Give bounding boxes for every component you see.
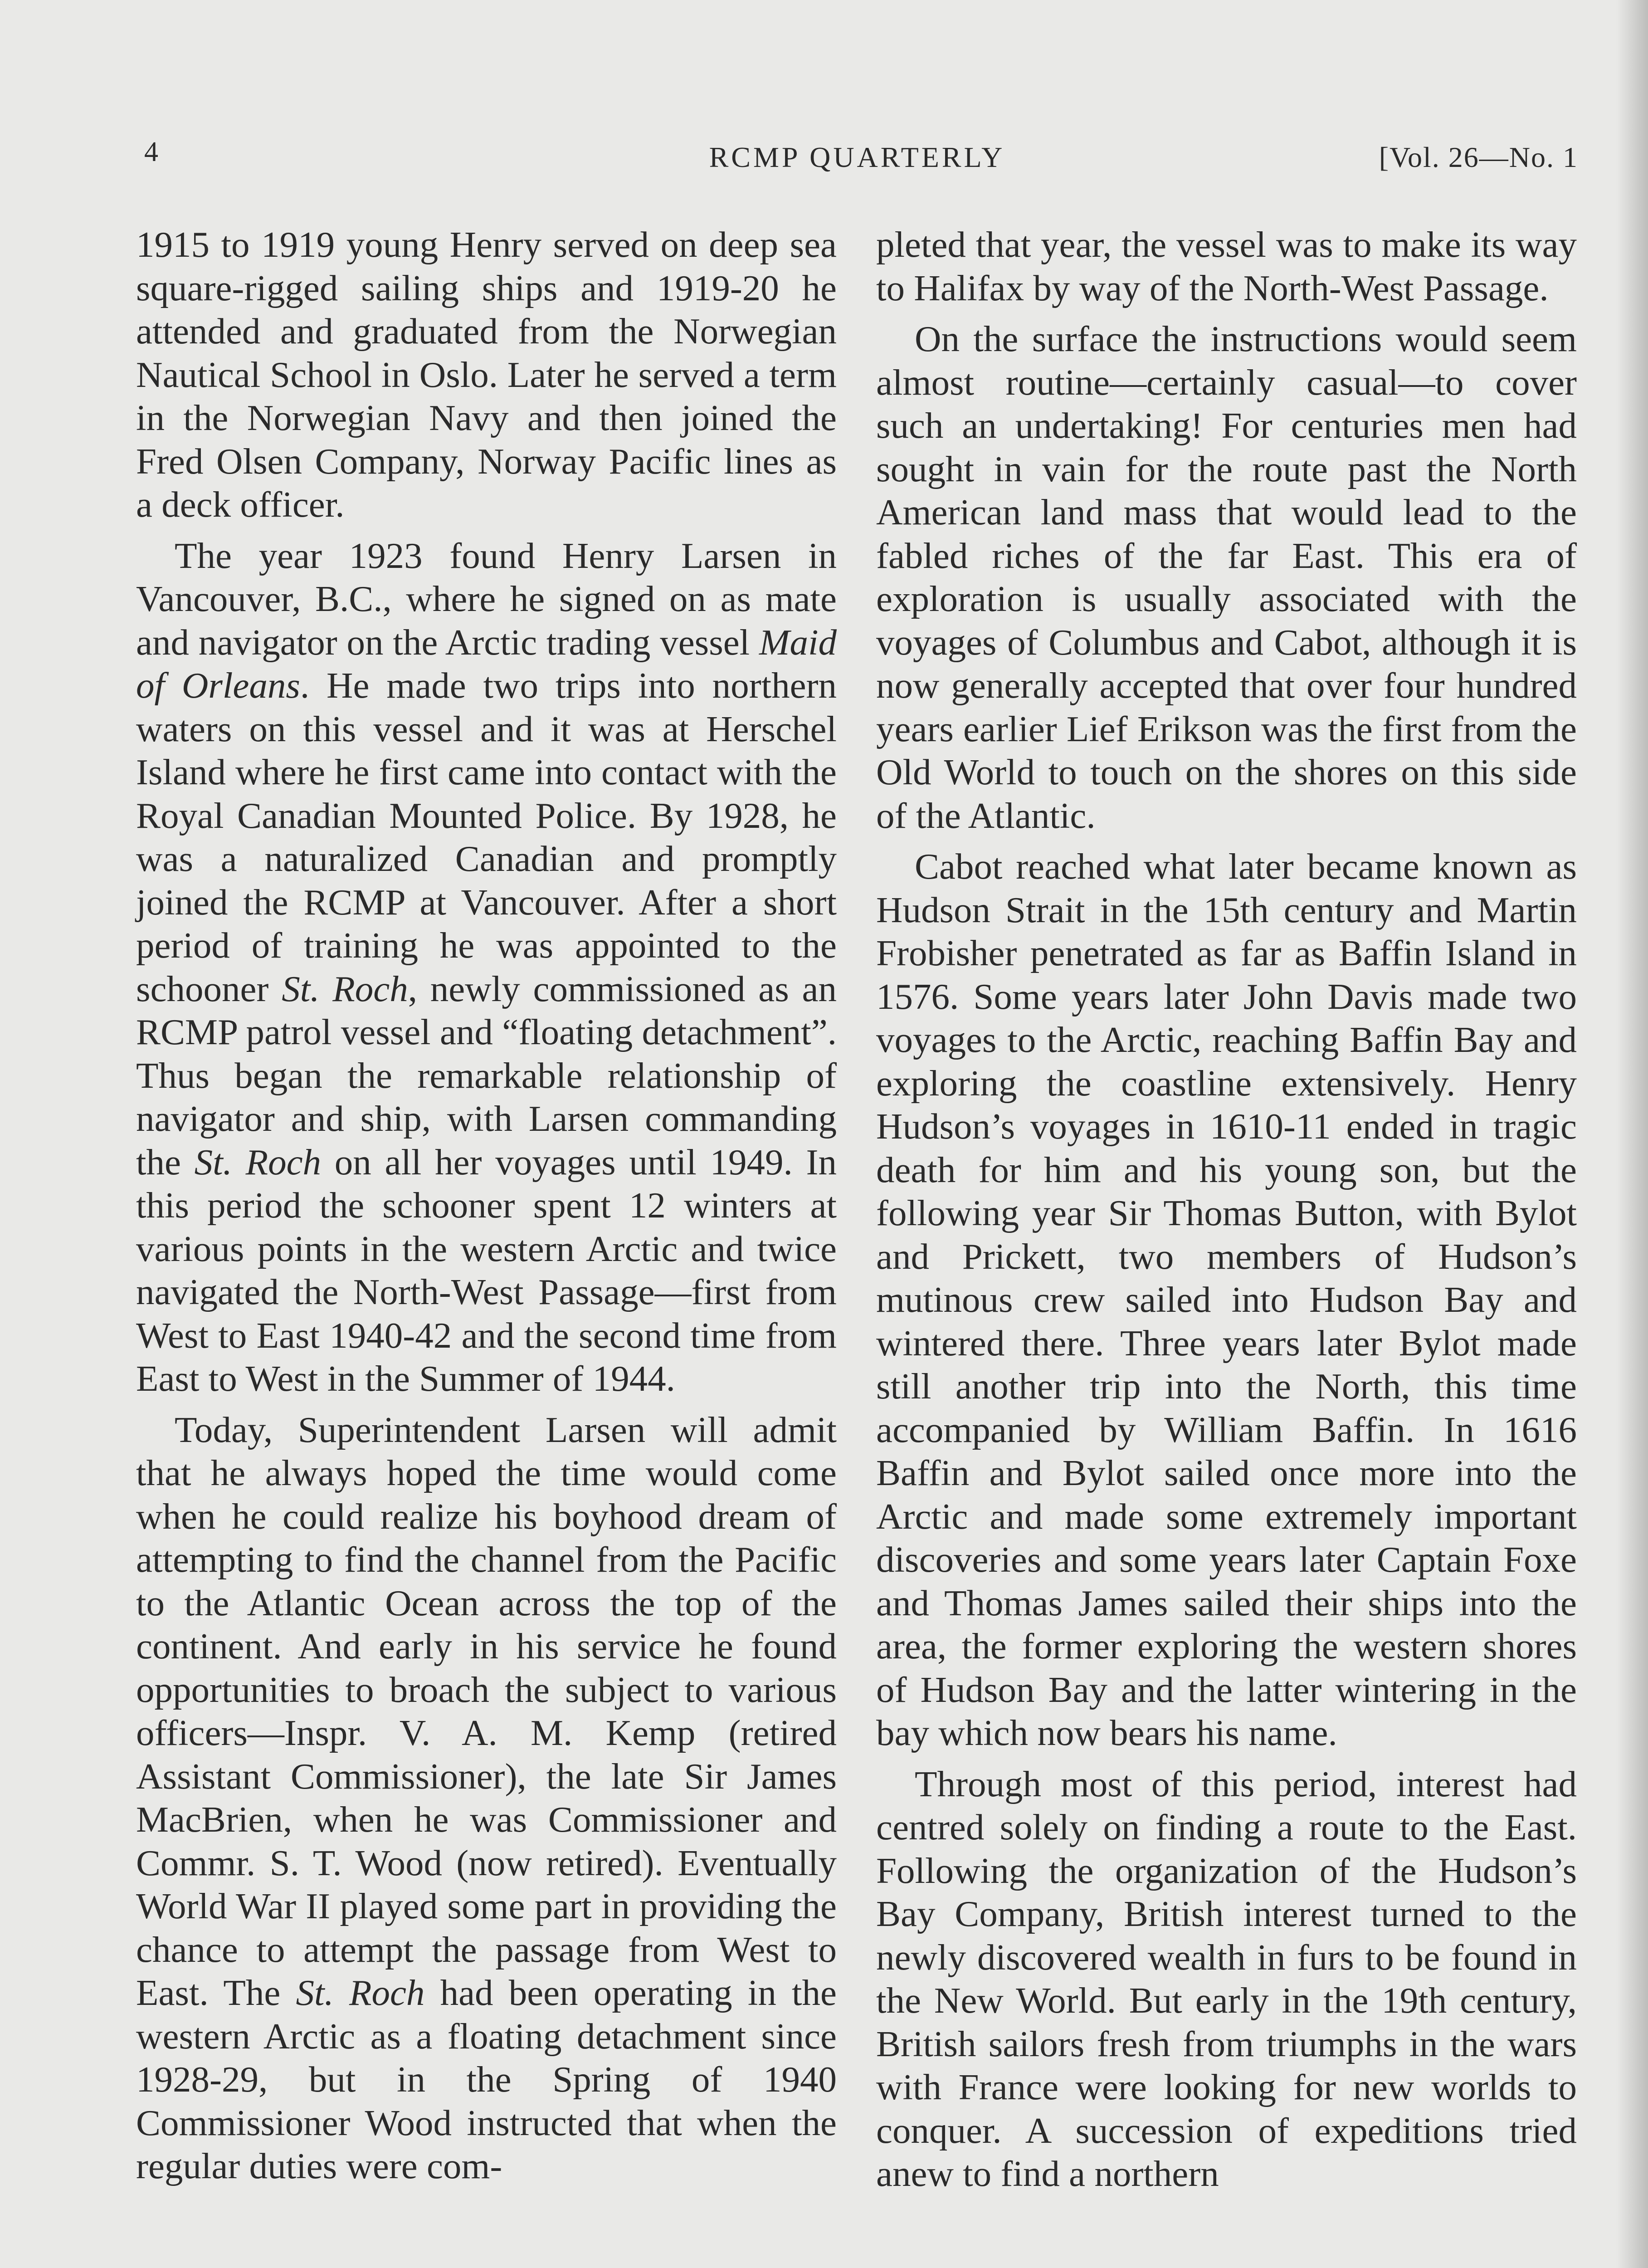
- left-column: [136, 223, 837, 2188]
- paragraph: Today, Superintendent Larsen will admit that he always hoped the time would come when he could realize his boyhood dream of attempting to find the channel from the Pacific to the Atlantic Ocean across the top of the continent. And early in his service he found opportunities to broach the subject to various officers—Inspr. V. A. M. Kemp (retired Assistant Commissioner), the late Sir James MacBrien, when he was Commissioner and Commr. S. T. Wood (now retired). Eventually World War II played some part in providing the chance to attempt the passage from West to East. The St. Roch had been operating in the western Arctic as a floating detachment since 1928-29, but in the Spring of 1940 Commissioner Wood instructed that when the regular duties were com-: [136, 1409, 837, 2186]
- paragraph: On the surface the instructions would seem almost routine—certainly casual—to cover such an undertaking! For centuries men had sought in vain for the route past the North American land mass that would lead to the fabled riches of the far East. This era of exploration is usually associated with the voyages of Columbus and Cabot, although it is now generally accepted that over four hundred years earlier Lief Erikson was the first from the Old World to touch on the shores on this side of the Atlantic.: [876, 318, 1577, 836]
- paragraph: pleted that year, the vessel was to make its way to Halifax by way of the North-West Passage.: [876, 224, 1577, 308]
- paragraph: Cabot reached what later became known as Hudson Strait in the 15th century and Martin Frobisher penetrated as far as Baffin Island in 1576. Some years later John Davis made two voyages to the Arctic, reaching Baffin Bay and exploring the coastline extensively. Henry Hudson’s voyages in 1610-11 ended in tragic death for him and his young son, but the following year Sir Thomas Button, with Bylot and Prickett, two members of Hudson’s mutinous crew sailed into Hudson Bay and wintered there. Three years later Bylot made still another trip into the North, this time accompanied by William Baffin. In 1616 Baffin and Bylot sailed once more into the Arctic and made some extremely important discoveries and some years later Captain Foxe and Thomas James sailed their ships into the area, the former exploring the western shores of Hudson Bay and the latter wintering in the bay which now bears his name.: [876, 846, 1577, 1753]
- right-column: [876, 223, 1577, 2196]
- ship-name: St. Roch: [194, 1141, 322, 1183]
- paragraph: The year 1923 found Henry Larsen in Vancouver, B.C., where he signed on as mate and navigator on the Arctic trading vessel Maid of Orleans. He made two trips into northern waters on this vessel and it was at Herschel Island where he first came into contact with the Royal Canadian Mounted Police. By 1928, he was a naturalized Canadian and promptly joined the RCMP at Vancouver. After a short period of training he was appointed to the schooner St. Roch, newly commissioned as an RCMP patrol vessel and “floating detachment”. Thus began the remarkable relationship of navigator and ship, with Larsen commanding the St. Roch on all her voyages until 1949. In this period the schooner spent 12 winters at various points in the western Arctic and twice navigated the North-West Passage—first from West to East 1940-42 and the second time from East to West in the Summer of 1944.: [136, 535, 837, 1399]
- running-header: [136, 136, 1578, 181]
- ship-name: St. Roch: [282, 968, 408, 1009]
- paragraph: 1915 to 1919 young Henry served on deep sea square-rigged sailing ships and 1919-20 he attended and graduated from the Norwegian Nautical School in Oslo. Later he served a term in the Norwegian Navy and then joined the Fred Olsen Company, Norway Pacific lines as a deck officer.: [136, 224, 837, 525]
- journal-title: RCMP QUARTERLY: [709, 141, 1005, 173]
- paragraph: Through most of this period, interest had centred solely on finding a route to the East. Following the organization of the Hudson’s Bay Company, British interest turned to the newly discovered wealth in furs to be found in the New World. But early in the 19th century, British sailors fresh from triumphs in the wars with France were looking for new worlds to conquer. A succession of expeditions tried anew to find a northern: [876, 1763, 1577, 2194]
- page-number: 4: [144, 137, 158, 167]
- ship-name: St. Roch: [296, 1972, 425, 2013]
- page-edge-shadow: [1616, 0, 1648, 2268]
- volume-issue: [Vol. 26—No. 1: [1379, 141, 1578, 173]
- ship-name: Maid of Orleans: [136, 621, 837, 706]
